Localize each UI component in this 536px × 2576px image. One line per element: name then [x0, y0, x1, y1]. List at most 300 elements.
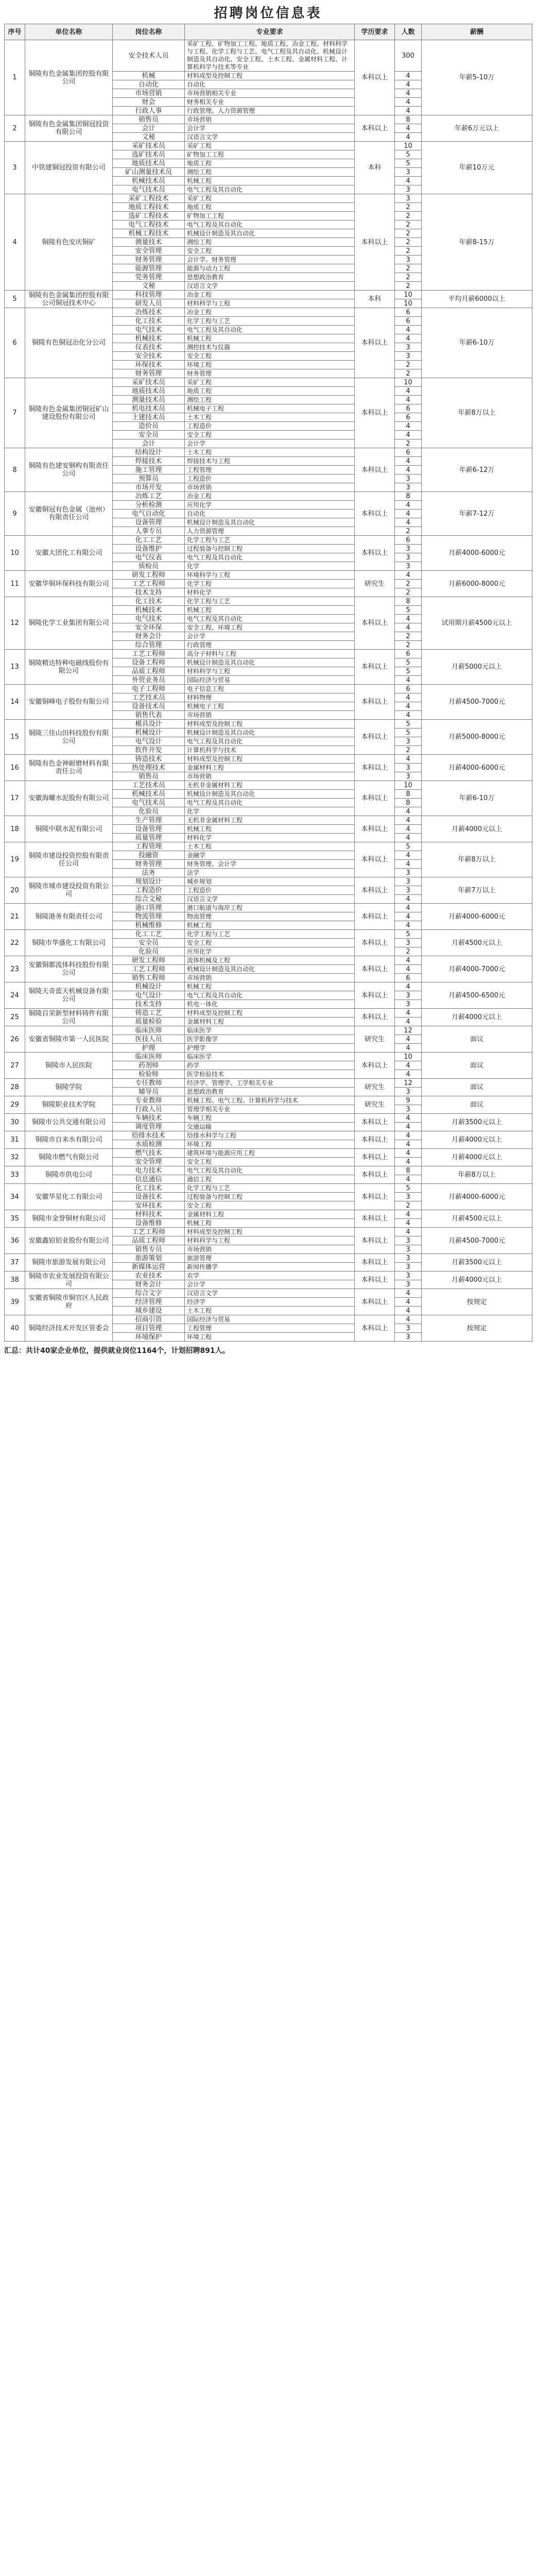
education-requirement: 本科	[355, 291, 395, 308]
table-row	[5, 930, 532, 939]
position-name: 旅游策划	[113, 1254, 185, 1263]
education-requirement: 本科以上	[355, 448, 395, 492]
headcount: 4	[395, 895, 422, 904]
major-requirement: 思想政治教育	[185, 1088, 355, 1096]
major-requirement: 城乡规划	[185, 877, 355, 886]
position-name: 焊接技术	[113, 457, 185, 466]
position-name: 电气技术员	[113, 185, 185, 194]
headcount: 4	[395, 1210, 422, 1219]
major-requirement: 安全工程	[185, 939, 355, 947]
headcount: 3	[395, 185, 422, 194]
major-requirement: 行政管理、人力资源管理	[185, 107, 355, 115]
major-requirement: 材料科学与工程	[185, 1236, 355, 1245]
position-name: 专业教师	[113, 1096, 185, 1105]
education-requirement: 本科以上	[355, 378, 395, 448]
salary: 年薪10万元	[422, 142, 532, 194]
position-name: 行政人员	[113, 1105, 185, 1114]
headcount: 3	[395, 545, 422, 553]
headcount: 4	[395, 387, 422, 396]
position-name: 工艺技术员	[113, 693, 185, 702]
position-name: 电气设计	[113, 737, 185, 746]
major-requirement: 材料科学与工程	[185, 667, 355, 676]
table-row	[5, 1228, 532, 1236]
company-name: 安徽华星化工有限公司	[25, 1184, 113, 1210]
table-row	[5, 142, 532, 150]
major-requirement: 汉语言文学	[185, 1289, 355, 1298]
major-requirement: 材料化学	[185, 588, 355, 597]
headcount: 3	[395, 939, 422, 947]
table-row	[5, 378, 532, 387]
major-requirement: 国际经济与贸易	[185, 1315, 355, 1324]
row-number: 22	[5, 930, 25, 956]
headcount: 5	[395, 606, 422, 615]
headcount: 4	[395, 1175, 422, 1184]
major-requirement: 工程造价	[185, 886, 355, 895]
major-requirement: 会计学	[185, 632, 355, 641]
table-row	[5, 755, 532, 764]
major-requirement: 机械设计制造及其自动化	[185, 728, 355, 737]
major-requirement: 思想政治教育	[185, 273, 355, 282]
major-requirement: 金属材料工程	[185, 1210, 355, 1219]
company-name: 铜陵市供电公司	[25, 1166, 113, 1184]
row-number: 28	[5, 1079, 25, 1096]
headcount: 2	[395, 221, 422, 229]
company-name: 铜陵有色安庆铜矿	[25, 194, 113, 291]
header-major: 专业要求	[185, 24, 355, 40]
headcount: 4	[395, 676, 422, 685]
headcount: 12	[395, 1026, 422, 1035]
major-requirement: 机械工程	[185, 177, 355, 185]
position-name: 药剂师	[113, 1061, 185, 1070]
salary: 面议	[422, 1053, 532, 1079]
major-requirement: 医学影像学	[185, 1035, 355, 1044]
company-name: 安徽省铜陵市铜官区人民政府	[25, 1289, 113, 1315]
major-requirement: 测绘工程	[185, 238, 355, 247]
major-requirement: 通信工程	[185, 1175, 355, 1184]
row-number: 16	[5, 755, 25, 781]
headcount: 4	[395, 326, 422, 334]
table-row	[5, 877, 532, 886]
row-number: 3	[5, 142, 25, 194]
position-name: 环境保护	[113, 1333, 185, 1342]
major-requirement: 冶金工程	[185, 492, 355, 501]
headcount: 3	[395, 343, 422, 352]
position-name: 销售代表	[113, 711, 185, 720]
headcount: 10	[395, 378, 422, 387]
education-requirement: 本科以上	[355, 982, 395, 1009]
headcount: 4	[395, 851, 422, 860]
table-row	[5, 536, 532, 545]
headcount: 4	[395, 1149, 422, 1158]
major-requirement: 财务相关专业	[185, 98, 355, 107]
salary: 月薪4000元以上	[422, 1272, 532, 1289]
row-number: 1	[5, 40, 25, 115]
major-requirement: 经济学、管理学、工学相关专业	[185, 1079, 355, 1088]
position-name: 地质技术员	[113, 159, 185, 168]
major-requirement: 矿物加工工程	[185, 212, 355, 221]
salary: 月薪4500元以上	[422, 930, 532, 956]
major-requirement: 机械设计制造及其自动化	[185, 518, 355, 527]
education-requirement: 本科以上	[355, 685, 395, 720]
headcount: 3	[395, 1105, 422, 1114]
position-name: 电气工程技术	[113, 221, 185, 229]
headcount: 2	[395, 588, 422, 597]
headcount: 3	[395, 737, 422, 746]
major-requirement: 市场营销相关专业	[185, 89, 355, 98]
position-name: 质量检验	[113, 1018, 185, 1026]
row-number: 36	[5, 1228, 25, 1254]
position-name: 仪表技术	[113, 343, 185, 352]
major-requirement: 电气工程及其自动化	[185, 991, 355, 1000]
position-name: 铸造技术	[113, 755, 185, 764]
headcount: 6	[395, 536, 422, 545]
table-row	[5, 956, 532, 965]
major-requirement: 电气工程及其自动化	[185, 1166, 355, 1175]
position-name: 安环技术	[113, 1201, 185, 1210]
position-name: 工艺工程师	[113, 580, 185, 588]
headcount: 4	[395, 334, 422, 343]
headcount: 6	[395, 448, 422, 457]
row-number: 35	[5, 1210, 25, 1228]
table-row	[5, 1289, 532, 1298]
headcount: 5	[395, 150, 422, 159]
table-row	[5, 1166, 532, 1175]
table-row	[5, 1184, 532, 1193]
headcount: 4	[395, 1070, 422, 1079]
headcount: 12	[395, 1079, 422, 1088]
headcount: 4	[395, 615, 422, 623]
position-name: 电气技术	[113, 615, 185, 623]
table-row	[5, 904, 532, 912]
major-requirement: 高分子材料与工程	[185, 650, 355, 658]
major-requirement: 市场营销	[185, 772, 355, 781]
position-name: 化验员	[113, 807, 185, 816]
position-name: 项目管理	[113, 1324, 185, 1333]
headcount: 3	[395, 991, 422, 1000]
education-requirement: 研究生	[355, 1096, 395, 1114]
position-name: 土建技术员	[113, 413, 185, 422]
major-requirement: 过程装备与控制工程	[185, 1193, 355, 1201]
major-requirement: 物流管理	[185, 912, 355, 921]
headcount: 4	[395, 755, 422, 764]
company-name: 铜陵市自来水有限公司	[25, 1131, 113, 1149]
salary: 月薪4500-7000元	[422, 685, 532, 720]
headcount: 2	[395, 1201, 422, 1210]
major-requirement: 电气工程及其自动化	[185, 737, 355, 746]
salary: 年薪8万以上	[422, 842, 532, 877]
major-requirement: 化学工程与工艺	[185, 1184, 355, 1193]
education-requirement: 本科以上	[355, 1315, 395, 1342]
major-requirement: 安全工程	[185, 431, 355, 439]
salary: 年薪6-10万	[422, 781, 532, 816]
row-number: 32	[5, 1149, 25, 1166]
position-name: 分析检测	[113, 501, 185, 510]
major-requirement: 金融学	[185, 851, 355, 860]
headcount: 4	[395, 571, 422, 580]
table-row	[5, 1079, 532, 1088]
salary: 年薪6-10万	[422, 308, 532, 378]
position-name: 投融资	[113, 851, 185, 860]
headcount: 8	[395, 492, 422, 501]
position-name: 工程造价	[113, 886, 185, 895]
salary: 年薪6万元以上	[422, 115, 532, 142]
company-name: 铜陵有色金神耐磨材料有限责任公司	[25, 755, 113, 781]
major-requirement: 港口航道与海岸工程	[185, 904, 355, 912]
table-row	[5, 492, 532, 501]
headcount: 3	[395, 352, 422, 361]
major-requirement: 给排水科学与工程	[185, 1131, 355, 1140]
major-requirement: 工程管理	[185, 1324, 355, 1333]
table-row	[5, 816, 532, 825]
position-name: 财务管理	[113, 256, 185, 264]
headcount: 5	[395, 667, 422, 676]
position-name: 市场开发	[113, 483, 185, 492]
major-requirement: 化学工程与工艺	[185, 536, 355, 545]
position-name: 人事专员	[113, 527, 185, 536]
headcount: 4	[395, 107, 422, 115]
row-number: 14	[5, 685, 25, 720]
table-row	[5, 308, 532, 317]
headcount: 4	[395, 965, 422, 974]
major-requirement: 建筑环境与能源应用工程	[185, 1149, 355, 1158]
position-name: 品质工程师	[113, 667, 185, 676]
major-requirement: 工程管理	[185, 466, 355, 474]
position-name: 销售员	[113, 115, 185, 124]
company-name: 铜陵三佳山田科技股份有限公司	[25, 720, 113, 755]
salary: 面议	[422, 1079, 532, 1096]
position-name: 车辆技术	[113, 1114, 185, 1123]
position-name: 销售工程师	[113, 974, 185, 982]
education-requirement: 本科以上	[355, 755, 395, 781]
position-name: 电气仪表	[113, 553, 185, 562]
headcount: 3	[395, 562, 422, 571]
headcount: 4	[395, 860, 422, 869]
major-requirement: 市场营销	[185, 115, 355, 124]
headcount: 4	[395, 133, 422, 142]
headcount: 10	[395, 291, 422, 299]
position-name: 会计	[113, 439, 185, 448]
education-requirement: 本科以上	[355, 492, 395, 536]
major-requirement: 材料化学	[185, 834, 355, 842]
headcount: 3	[395, 772, 422, 781]
position-name: 地质技术员	[113, 387, 185, 396]
row-number: 13	[5, 650, 25, 685]
headcount: 5	[395, 930, 422, 939]
salary: 年薪8万以上	[422, 1166, 532, 1184]
position-name: 自动化	[113, 80, 185, 89]
position-name: 临床医师	[113, 1026, 185, 1035]
major-requirement: 机械电子工程	[185, 702, 355, 711]
salary: 面议	[422, 1026, 532, 1053]
major-requirement: 无机非金属材料工程	[185, 781, 355, 790]
salary: 月薪4000元以上	[422, 1149, 532, 1166]
row-number: 17	[5, 781, 25, 816]
major-requirement: 交通运输	[185, 1123, 355, 1131]
major-requirement: 安全工程	[185, 247, 355, 256]
headcount: 8	[395, 115, 422, 124]
major-requirement: 地质工程	[185, 387, 355, 396]
headcount: 4	[395, 1114, 422, 1123]
headcount: 4	[395, 834, 422, 842]
major-requirement: 地质工程	[185, 203, 355, 212]
position-name: 财务管理	[113, 369, 185, 378]
salary: 月薪3500元以上	[422, 1114, 532, 1131]
headcount: 10	[395, 142, 422, 150]
major-requirement: 化学	[185, 562, 355, 571]
major-requirement: 过程装备与控制工程	[185, 545, 355, 553]
education-requirement: 本科以上	[355, 1053, 395, 1079]
headcount: 4	[395, 693, 422, 702]
table-header	[5, 24, 532, 40]
position-name: 施工管理	[113, 466, 185, 474]
position-name: 燃气技术	[113, 1149, 185, 1158]
major-requirement: 汉语言文学	[185, 282, 355, 291]
table-row	[5, 1210, 532, 1219]
headcount: 10	[395, 781, 422, 790]
position-name: 化工技术	[113, 597, 185, 606]
headcount: 2	[395, 439, 422, 448]
education-requirement: 本科以上	[355, 781, 395, 816]
position-name: 矿山测量技术员	[113, 168, 185, 177]
major-requirement: 药学	[185, 1061, 355, 1070]
company-name: 铜陵有色铜冠冶化分公司	[25, 308, 113, 378]
major-requirement: 冶金工程	[185, 291, 355, 299]
headcount: 2	[395, 203, 422, 212]
headcount: 5	[395, 658, 422, 667]
headcount: 2	[395, 247, 422, 256]
company-name: 安徽海螺水泥股份有限公司	[25, 781, 113, 816]
recruitment-table	[4, 24, 532, 1342]
education-requirement: 本科以上	[355, 536, 395, 571]
major-requirement: 法学	[185, 869, 355, 877]
major-requirement: 测控技术与仪器	[185, 343, 355, 352]
position-name: 文秘	[113, 282, 185, 291]
headcount: 3	[395, 1088, 422, 1096]
headcount: 3	[395, 1280, 422, 1289]
headcount: 8	[395, 799, 422, 807]
position-name: 选矿工程技术	[113, 212, 185, 221]
company-name: 铜陵市城市建设投资有限公司	[25, 877, 113, 904]
salary: 平均月薪6000以上	[422, 291, 532, 308]
headcount: 4	[395, 1228, 422, 1236]
major-requirement: 材料科学与工程	[185, 299, 355, 308]
table-row	[5, 650, 532, 658]
headcount: 4	[395, 921, 422, 930]
major-requirement: 安全工程	[185, 1201, 355, 1210]
headcount: 4	[395, 124, 422, 133]
position-name: 信息通信	[113, 1175, 185, 1184]
headcount: 4	[395, 80, 422, 89]
company-name: 铜陵化学工业集团有限公司	[25, 597, 113, 650]
headcount: 10	[395, 1053, 422, 1061]
major-requirement: 机械工程	[185, 334, 355, 343]
headcount: 5	[395, 159, 422, 168]
company-name: 中铁建铜冠投资有限公司	[25, 142, 113, 194]
major-requirement: 环境工程	[185, 361, 355, 369]
position-name: 辅导员	[113, 1088, 185, 1096]
row-number: 40	[5, 1315, 25, 1342]
headcount: 4	[395, 1315, 422, 1324]
headcount: 6	[395, 650, 422, 658]
position-name: 科技管理	[113, 291, 185, 299]
company-name: 铜陵市燃气有限公司	[25, 1149, 113, 1166]
position-name: 质检员	[113, 562, 185, 571]
major-requirement: 行政管理	[185, 641, 355, 650]
salary: 年薪8-15万	[422, 194, 532, 291]
education-requirement: 本科以上	[355, 1149, 395, 1166]
position-name: 化验员	[113, 947, 185, 956]
education-requirement: 本科以上	[355, 1272, 395, 1289]
education-requirement: 研究生	[355, 571, 395, 597]
major-requirement: 应用化学	[185, 947, 355, 956]
position-name: 安全技术人员	[113, 40, 185, 72]
salary: 月薪4500元以上	[422, 1210, 532, 1228]
position-name: 机械维修	[113, 921, 185, 930]
headcount: 2	[395, 527, 422, 536]
position-name: 医技人员	[113, 1035, 185, 1044]
major-requirement: 工程造价	[185, 474, 355, 483]
headcount: 4	[395, 457, 422, 466]
headcount: 4	[395, 1140, 422, 1149]
headcount: 5	[395, 842, 422, 851]
position-name: 工艺工程师	[113, 1228, 185, 1236]
position-name: 安全技术	[113, 352, 185, 361]
major-requirement: 市场营销	[185, 974, 355, 982]
table-row	[5, 597, 532, 606]
major-requirement: 土木工程	[185, 413, 355, 422]
salary: 月薪4500-7000元	[422, 1228, 532, 1254]
position-name: 电气设计	[113, 991, 185, 1000]
header-salary: 薪酬	[422, 24, 532, 40]
company-name: 铜陵学院	[25, 1079, 113, 1096]
row-number: 11	[5, 571, 25, 597]
position-name: 工艺工程师	[113, 965, 185, 974]
position-name: 技术支持	[113, 1000, 185, 1009]
row-number: 34	[5, 1184, 25, 1210]
position-name: 结构设计	[113, 448, 185, 457]
headcount: 9	[395, 1096, 422, 1105]
headcount: 4	[395, 816, 422, 825]
salary: 月薪4000-6000元	[422, 536, 532, 571]
headcount: 3	[395, 1193, 422, 1201]
position-name: 财会	[113, 98, 185, 107]
position-name: 电子工程师	[113, 685, 185, 693]
table-row	[5, 1131, 532, 1140]
company-name: 铜陵市华盛化工有限公司	[25, 930, 113, 956]
education-requirement: 本科以上	[355, 1131, 395, 1149]
education-requirement: 本科以上	[355, 842, 395, 877]
header-education: 学历要求	[355, 24, 395, 40]
row-number: 27	[5, 1053, 25, 1079]
salary: 按规定	[422, 1289, 532, 1315]
major-requirement: 机械工程	[185, 982, 355, 991]
education-requirement: 本科以上	[355, 1289, 395, 1315]
major-requirement: 机械工程	[185, 825, 355, 834]
headcount: 4	[395, 807, 422, 816]
position-name: 检验师	[113, 1070, 185, 1079]
table-row	[5, 115, 532, 124]
major-requirement: 安全工程	[185, 1158, 355, 1166]
position-name: 党务管理	[113, 273, 185, 282]
company-name: 铜陵市公共交通有限公司	[25, 1114, 113, 1131]
salary: 月薪4500-6500元	[422, 982, 532, 1009]
major-requirement: 安全工程、环境工程	[185, 623, 355, 632]
position-name: 设备技术	[113, 1193, 185, 1201]
education-requirement: 本科以上	[355, 1009, 395, 1026]
row-number: 37	[5, 1254, 25, 1272]
headcount: 4	[395, 904, 422, 912]
position-name: 护理	[113, 1044, 185, 1053]
